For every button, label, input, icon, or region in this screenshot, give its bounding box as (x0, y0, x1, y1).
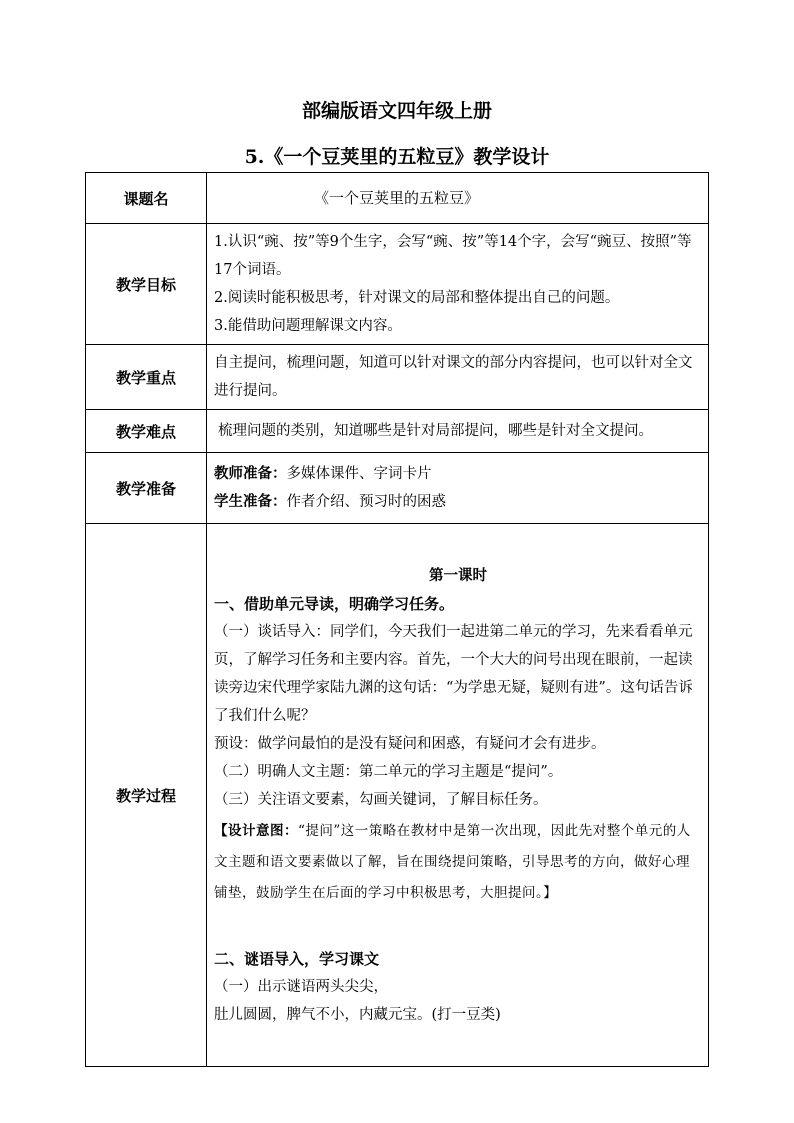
prep-student-label: 学生准备： (214, 493, 287, 510)
section-2-para-2: 肚儿圆圆，脾气不小，内藏元宝。(打一豆类) (214, 1006, 501, 1023)
section-1-para-2: 预设：做学问最怕的是没有疑问和困惑，有疑问才会有进步。 (214, 735, 606, 752)
value-goals (207, 224, 709, 345)
design-intent-text: “提问”这一策略在教材中是第一次出现，因此先对整个单元的人文主题和语文要素做以了解，旨在围绕提问策略，引导思考的方向，做好心理铺垫，鼓励学生在后面的学习中积极思考，大胆提问。】 (214, 822, 691, 901)
section-1-heading: 一、借助单元导读，明确学习任务。 (214, 594, 455, 613)
section-1-para-4: （三）关注语文要素，勾画关键词，了解目标任务。 (214, 791, 548, 808)
label-course-name: 课题名 (86, 173, 207, 224)
table-row-process (86, 524, 709, 1067)
value-key: 自主提问，梳理问题，知道可以针对课文的部分内容提问，也可以针对全文进行提问。 (207, 345, 709, 410)
prep-student (214, 488, 702, 516)
course-name-text: 《一个豆荚里的五粒豆》 (314, 189, 480, 207)
section-2-heading: 二、谜语导入，学习课文 (214, 949, 380, 968)
design-intent-label: 【设计意图： (214, 822, 298, 839)
goal-line-3: 3.能借助问题理解课文内容。 (214, 318, 402, 334)
prep-teacher-label: 教师准备： (214, 465, 287, 482)
label-process: 教学过程 (86, 524, 207, 1067)
table-row-prep (86, 453, 709, 524)
document-title: 部编版语文四年级上册 (301, 100, 492, 122)
value-prep (207, 453, 709, 524)
label-goals: 教学目标 (86, 224, 207, 345)
spacer (214, 909, 702, 945)
goal-line-2: 2.阅读时能积极思考，针对课文的局部和整体提出自己的问题。 (214, 290, 620, 306)
value-process (207, 524, 709, 1067)
design-intent (214, 816, 702, 909)
section-2-para-1: （一）出示谜语两头尖尖， (214, 978, 388, 995)
table-row-difficulty (86, 410, 709, 453)
prep-teacher (214, 460, 702, 488)
table-row-goals (86, 224, 709, 345)
value-difficulty (207, 410, 709, 453)
lesson-period-title: 第一课时 (429, 566, 487, 584)
label-key: 教学重点 (86, 345, 207, 410)
prep-student-value: 作者介绍、预习时的困惑 (286, 494, 446, 510)
table-row-key (86, 345, 709, 410)
prep-teacher-value: 多媒体课件、字词卡片 (286, 466, 432, 482)
label-prep: 教学准备 (86, 453, 207, 524)
table-row-name (86, 173, 709, 224)
label-difficulty: 教学难点 (86, 410, 207, 453)
goal-line-1: 1.认识“豌、按”等9个生字，会写“豌、按”等14个字，会写“豌豆、按照”等17个词语。 (214, 234, 692, 278)
lesson-plan-table (85, 172, 709, 1067)
difficulty-text: 梳理问题的类别，知道哪些是针对局部提问，哪些是针对全文提问。 (218, 423, 653, 439)
section-1-para-3: （二）明确人文主题：第二单元的学习主题是“提问”。 (214, 763, 563, 780)
section-1-para-1: （一）谈话导入：同学们，今天我们一起进第二单元的学习，先来看看单元页，了解学习任务和主要内容。首先，一个大大的问号出现在眼前，一起读读旁边宋代理学家陆九渊的这句话：“为学患无疑，疑则有进”。这句话告诉了我们什么呢？ (214, 623, 693, 724)
value-course-name (207, 173, 709, 224)
lesson-title: 5.《一个豆荚里的五粒豆》教学设计 (244, 146, 550, 168)
